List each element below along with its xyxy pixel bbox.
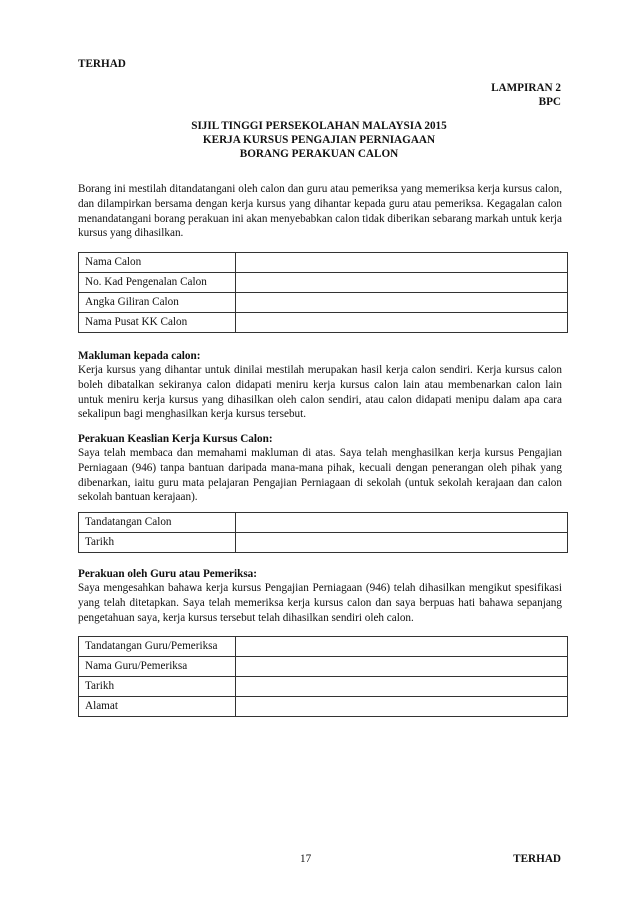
teacher-table: [78, 636, 568, 717]
table-row: [79, 657, 568, 677]
appendix-label: LAMPIRAN 2: [491, 82, 561, 94]
row-label: Tarikh: [79, 533, 236, 553]
candidate-info-table: [78, 252, 568, 333]
row-label: No. Kad Pengenalan Calon: [79, 273, 236, 293]
teacher-heading: Perakuan oleh Guru atau Pemeriksa:: [78, 568, 257, 580]
candidate-signature-field[interactable]: [236, 513, 568, 533]
teacher-name-field[interactable]: [236, 657, 568, 677]
row-label: Nama Calon: [79, 253, 236, 273]
teacher-paragraph: Saya mengesahkan bahawa kerja kursus Pengajian Perniagaan (946) telah dihasilkan mengikut spesifikasi yang telah ditetapkan. Saya telah memeriksa kerja kursus calon dan saya berpuas hati bahawa sepanjang pengetahuan saya, kerja kursus tersebut telah dihasilkan sendiri oleh calon.: [78, 582, 562, 624]
row-label: Tarikh: [79, 677, 236, 697]
intro-paragraph: Borang ini mestilah ditandatangani oleh calon dan guru atau pemeriksa yang memeriksa kerja kursus calon, dan dilampirkan bersama dengan kerja kursus yang dihantar kepada guru atau pemeriksa. Kegagalan calon menandatangani borang perakuan ini akan menyebabkan calon tidak diberikan sebarang markah untuk kerja kursus yang dihasilkan.: [78, 183, 562, 240]
row-label: Alamat: [79, 697, 236, 717]
index-number-field[interactable]: [236, 293, 568, 313]
row-label: Angka Giliran Calon: [79, 293, 236, 313]
candidate-name-field[interactable]: [236, 253, 568, 273]
info-heading: Makluman kepada calon:: [78, 350, 201, 362]
teacher-signature-field[interactable]: [236, 637, 568, 657]
table-row: [79, 637, 568, 657]
table-row: [79, 533, 568, 553]
authenticity-heading: Perakuan Keaslian Kerja Kursus Calon:: [78, 433, 273, 445]
table-row: [79, 253, 568, 273]
candidate-date-field[interactable]: [236, 533, 568, 553]
table-row: [79, 677, 568, 697]
authenticity-paragraph: Saya telah membaca dan memahami makluman di atas. Saya telah menghasilkan kerja kursus Pengajian Perniagaan (946) tanpa bantuan daripada mana-mana pihak, kecuali dengan penerangan oleh pihak yang dibenarkan, iaitu guru mata pelajaran Pengajian Perniagaan di sekolah (untuk sekolah kerajaan dan calon sekolah bantuan kerajaan).: [78, 447, 562, 504]
table-row: [79, 293, 568, 313]
classification-label-top: TERHAD: [78, 58, 126, 70]
row-label: Tandatangan Calon: [79, 513, 236, 533]
title-line-2: KERJA KURSUS PENGAJIAN PERNIAGAAN: [202, 134, 436, 146]
page-number: 17: [300, 853, 312, 865]
table-row: [79, 313, 568, 333]
classification-label-bottom: TERHAD: [513, 853, 561, 865]
centre-name-field[interactable]: [236, 313, 568, 333]
row-label: Nama Guru/Pemeriksa: [79, 657, 236, 677]
table-row: [79, 513, 568, 533]
title-line-3: BORANG PERAKUAN CALON: [239, 148, 399, 160]
row-label: Tandatangan Guru/Pemeriksa: [79, 637, 236, 657]
form-code: BPC: [538, 96, 561, 108]
address-field[interactable]: [236, 697, 568, 717]
table-row: [79, 273, 568, 293]
title-line-1: SIJIL TINGGI PERSEKOLAHAN MALAYSIA 2015: [191, 120, 447, 132]
teacher-date-field[interactable]: [236, 677, 568, 697]
row-label: Nama Pusat KK Calon: [79, 313, 236, 333]
table-row: [79, 697, 568, 717]
candidate-signature-table: [78, 512, 568, 553]
id-card-number-field[interactable]: [236, 273, 568, 293]
info-paragraph: Kerja kursus yang dihantar untuk dinilai mestilah merupakan hasil kerja calon sendiri. Kerja kursus calon boleh dibatalkan sekiranya calon didapati meniru kerja kursus calon lain atau membenarkan calon lain untuk meniru kerja kursus yang dihasilkan oleh calon sendiri, atau calon didapati menipu dalam apa cara sekalipun bagi menghasilkan kerja kursus tersebut.: [78, 364, 562, 421]
